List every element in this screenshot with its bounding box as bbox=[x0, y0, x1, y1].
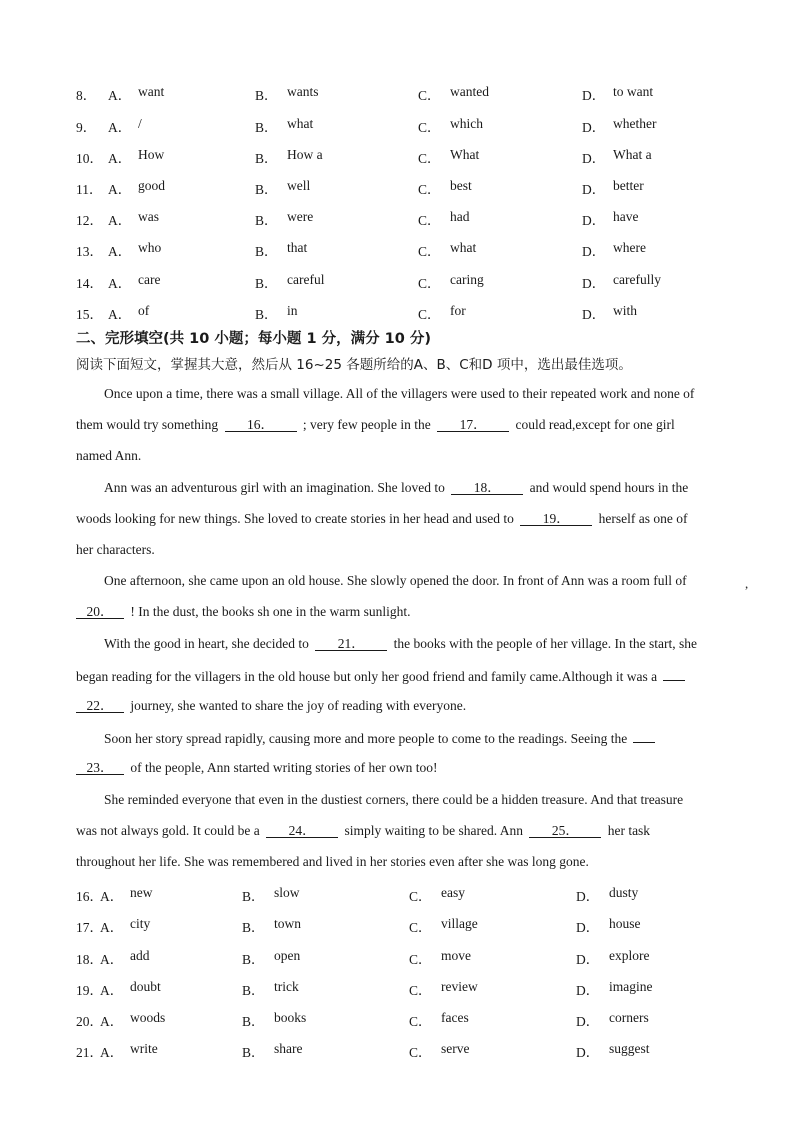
option-d-text: suggest bbox=[609, 1041, 650, 1056]
option-b-text: wants bbox=[287, 84, 319, 99]
question-number: 15． bbox=[76, 307, 103, 322]
option-d-letter: D． bbox=[582, 88, 606, 103]
option-b-text: what bbox=[287, 116, 314, 131]
option-b-letter: B． bbox=[255, 307, 278, 322]
question-13-options bbox=[0, 240, 794, 260]
passage-text: Soon her story spread rapidly, causing more and more people to come to the readings. Seeing the bbox=[104, 731, 628, 746]
option-a-text: was bbox=[138, 209, 159, 224]
question-number: 9． bbox=[76, 120, 97, 135]
option-a-text: woods bbox=[130, 1010, 166, 1025]
option-a-text: want bbox=[138, 84, 165, 99]
question-8-options bbox=[0, 84, 794, 104]
blank-line bbox=[663, 667, 685, 681]
option-d-letter: D． bbox=[582, 213, 606, 228]
section-title: 二、完形填空(共 10 小题；每小题 1 分，满分 10 分) bbox=[76, 331, 431, 347]
option-d-letter: D． bbox=[582, 307, 606, 322]
passage-text: her task bbox=[607, 823, 651, 838]
option-d-text: better bbox=[613, 178, 644, 193]
passage-line bbox=[76, 604, 410, 620]
passage-text: of the people, Ann started writing stories of her own too! bbox=[130, 760, 438, 775]
option-d-text: house bbox=[609, 916, 641, 931]
option-c-text: faces bbox=[441, 1010, 469, 1025]
option-a-letter: A． bbox=[108, 276, 132, 291]
blank-24[interactable]: 24． bbox=[266, 824, 338, 838]
question-21-options bbox=[0, 1041, 794, 1061]
passage-line bbox=[76, 667, 685, 685]
option-c-letter: C． bbox=[409, 1014, 432, 1029]
option-b-letter: B． bbox=[255, 213, 278, 228]
question-number: 13． bbox=[76, 244, 103, 259]
passage-text: ! In the dust, the books sh one in the warm sunlight. bbox=[130, 604, 411, 619]
option-c-letter: C． bbox=[409, 983, 432, 998]
option-b-text: trick bbox=[274, 979, 299, 994]
option-a-letter: A． bbox=[108, 244, 132, 259]
option-a-letter: A． bbox=[108, 120, 132, 135]
passage-text: the books with the people of her village. In the start, she bbox=[393, 636, 697, 651]
option-c-letter: C． bbox=[409, 889, 432, 904]
option-b-letter: B． bbox=[255, 182, 278, 197]
option-c-text: review bbox=[441, 979, 478, 994]
option-c-text: what bbox=[450, 240, 477, 255]
option-a-letter: A． bbox=[108, 182, 132, 197]
option-d-letter: D． bbox=[576, 952, 600, 967]
option-d-letter: D． bbox=[576, 1014, 600, 1029]
blank-16[interactable]: 16． bbox=[225, 418, 297, 432]
option-d-text: with bbox=[613, 303, 638, 318]
option-b-text: careful bbox=[287, 272, 325, 287]
passage-text: woods looking for new things. She loved to create stories in her head and used to bbox=[76, 511, 514, 526]
option-b-text: were bbox=[287, 209, 314, 224]
passage-text: simply waiting to be shared. Ann bbox=[344, 823, 523, 838]
option-c-letter: C． bbox=[409, 920, 432, 935]
section-instructions: 阅读下面短文，掌握其大意，然后从 16~25 各题所给的A、B、C和D 项中，选出最佳选项。 bbox=[76, 357, 632, 373]
passage-text: journey, she wanted to share the joy of reading with everyone. bbox=[130, 698, 467, 713]
option-d-text: carefully bbox=[613, 272, 661, 287]
option-c-text: easy bbox=[441, 885, 465, 900]
option-c-text: serve bbox=[441, 1041, 470, 1056]
option-c-text: village bbox=[441, 916, 478, 931]
option-a-text: good bbox=[138, 178, 165, 193]
passage-text: could read,except for one girl bbox=[515, 417, 675, 432]
blank-line bbox=[633, 729, 655, 743]
option-c-letter: C． bbox=[418, 307, 441, 322]
question-number: 11． bbox=[76, 182, 103, 197]
blank-18[interactable]: 18． bbox=[451, 481, 523, 495]
option-c-text: had bbox=[450, 209, 470, 224]
option-c-letter: C． bbox=[418, 182, 441, 197]
passage-text: began reading for the villagers in the old house but only her good friend and family came.Although it was a bbox=[76, 669, 658, 684]
passage-line bbox=[76, 698, 466, 714]
option-a-letter: A． bbox=[108, 307, 132, 322]
blank-23[interactable]: 23． bbox=[76, 761, 124, 775]
option-b-letter: B． bbox=[242, 1045, 265, 1060]
option-a-letter: A． bbox=[108, 151, 132, 166]
passage-line bbox=[104, 480, 688, 496]
question-number: 14． bbox=[76, 276, 103, 291]
question-number: 19． bbox=[76, 983, 103, 998]
passage-line: named Ann. bbox=[76, 448, 142, 463]
question-number: 12． bbox=[76, 213, 103, 228]
passage-line bbox=[104, 729, 655, 747]
option-a-text: care bbox=[138, 272, 161, 287]
option-b-text: slow bbox=[274, 885, 300, 900]
option-a-letter: A． bbox=[100, 952, 124, 967]
option-d-letter: D． bbox=[576, 1045, 600, 1060]
option-c-letter: C． bbox=[418, 120, 441, 135]
option-d-letter: D． bbox=[582, 182, 606, 197]
option-b-letter: B． bbox=[242, 1014, 265, 1029]
option-a-text: write bbox=[130, 1041, 158, 1056]
option-c-text: for bbox=[450, 303, 466, 318]
question-12-options bbox=[0, 209, 794, 229]
question-number: 8． bbox=[76, 88, 97, 103]
option-d-text: to want bbox=[613, 84, 654, 99]
option-b-letter: B． bbox=[242, 920, 265, 935]
option-c-text: What bbox=[450, 147, 480, 162]
option-a-text: city bbox=[130, 916, 151, 931]
option-a-text: add bbox=[130, 948, 150, 963]
passage-line bbox=[76, 417, 675, 433]
option-b-letter: B． bbox=[255, 151, 278, 166]
option-d-text: whether bbox=[613, 116, 657, 131]
passage-line: Once upon a time, there was a small village. All of the villagers were used to their repeated work and none of bbox=[104, 386, 695, 401]
option-d-text: corners bbox=[609, 1010, 649, 1025]
passage-line: her characters. bbox=[76, 542, 155, 557]
option-b-letter: B． bbox=[255, 276, 278, 291]
option-a-letter: A． bbox=[100, 1045, 124, 1060]
option-d-letter: D． bbox=[582, 120, 606, 135]
passage-line: She reminded everyone that even in the dustiest corners, there could be a hidden treasure. And that treasure bbox=[104, 792, 684, 807]
question-number: 20． bbox=[76, 1014, 103, 1029]
passage-line bbox=[76, 511, 688, 527]
passage-line bbox=[76, 823, 650, 839]
passage-text: and would spend hours in the bbox=[529, 480, 689, 495]
option-d-text: What a bbox=[613, 147, 652, 162]
stray-mark: , bbox=[745, 576, 749, 591]
option-c-letter: C． bbox=[418, 276, 441, 291]
blank-25[interactable]: 25． bbox=[529, 824, 601, 838]
blank-22[interactable]: 22． bbox=[76, 699, 124, 713]
option-d-text: have bbox=[613, 209, 639, 224]
option-c-letter: C． bbox=[409, 1045, 432, 1060]
option-c-text: caring bbox=[450, 272, 484, 287]
option-a-text: / bbox=[138, 116, 142, 131]
question-16-options bbox=[0, 885, 794, 905]
question-11-options bbox=[0, 178, 794, 198]
passage-line: throughout her life. She was remembered and lived in her stories even after she was long gone. bbox=[76, 854, 589, 869]
option-d-letter: D． bbox=[576, 889, 600, 904]
question-number: 17． bbox=[76, 920, 103, 935]
option-b-text: in bbox=[287, 303, 298, 318]
option-b-letter: B． bbox=[242, 952, 265, 967]
blank-20[interactable]: 20． bbox=[76, 605, 124, 619]
option-c-letter: C． bbox=[418, 151, 441, 166]
option-a-text: How bbox=[138, 147, 165, 162]
option-c-letter: C． bbox=[409, 952, 432, 967]
passage-line bbox=[76, 760, 437, 776]
option-b-letter: B． bbox=[255, 88, 278, 103]
option-a-letter: A． bbox=[100, 983, 124, 998]
option-b-text: town bbox=[274, 916, 301, 931]
option-d-text: imagine bbox=[609, 979, 653, 994]
option-a-text: who bbox=[138, 240, 162, 255]
question-number: 16． bbox=[76, 889, 103, 904]
question-number: 10． bbox=[76, 151, 103, 166]
question-number: 21． bbox=[76, 1045, 103, 1060]
question-18-options bbox=[0, 948, 794, 968]
passage-text: them would try something bbox=[76, 417, 219, 432]
blank-21[interactable]: 21． bbox=[315, 637, 387, 651]
option-b-letter: B． bbox=[242, 983, 265, 998]
option-c-text: best bbox=[450, 178, 472, 193]
option-a-letter: A． bbox=[100, 889, 124, 904]
question-17-options bbox=[0, 916, 794, 936]
option-a-letter: A． bbox=[100, 920, 124, 935]
question-9-options bbox=[0, 116, 794, 136]
option-b-text: books bbox=[274, 1010, 307, 1025]
blank-17[interactable]: 17． bbox=[437, 418, 509, 432]
option-a-letter: A． bbox=[100, 1014, 124, 1029]
option-a-letter: A． bbox=[108, 88, 132, 103]
option-a-text: new bbox=[130, 885, 153, 900]
option-d-letter: D． bbox=[582, 151, 606, 166]
blank-19[interactable]: 19． bbox=[520, 512, 592, 526]
passage-text: herself as one of bbox=[598, 511, 688, 526]
option-b-text: How a bbox=[287, 147, 323, 162]
option-b-letter: B． bbox=[255, 120, 278, 135]
option-a-text: of bbox=[138, 303, 150, 318]
option-b-text: share bbox=[274, 1041, 303, 1056]
option-d-letter: D． bbox=[576, 920, 600, 935]
question-15-options bbox=[0, 303, 794, 323]
option-c-text: wanted bbox=[450, 84, 489, 99]
question-number: 18． bbox=[76, 952, 103, 967]
option-b-text: that bbox=[287, 240, 308, 255]
passage-text: Ann was an adventurous girl with an imagination. She loved to bbox=[104, 480, 445, 495]
passage-line: One afternoon, she came upon an old house. She slowly opened the door. In front of Ann was a room full of bbox=[104, 573, 687, 588]
option-d-letter: D． bbox=[582, 276, 606, 291]
question-14-options bbox=[0, 272, 794, 292]
option-b-letter: B． bbox=[242, 889, 265, 904]
option-c-text: move bbox=[441, 948, 471, 963]
question-10-options bbox=[0, 147, 794, 167]
option-d-text: where bbox=[613, 240, 646, 255]
passage-text: ; very few people in the bbox=[302, 417, 431, 432]
option-b-letter: B． bbox=[255, 244, 278, 259]
question-20-options bbox=[0, 1010, 794, 1030]
option-d-letter: D． bbox=[576, 983, 600, 998]
passage-text: With the good in heart, she decided to bbox=[104, 636, 309, 651]
option-b-text: open bbox=[274, 948, 301, 963]
option-a-letter: A． bbox=[108, 213, 132, 228]
option-a-text: doubt bbox=[130, 979, 161, 994]
question-19-options bbox=[0, 979, 794, 999]
option-c-letter: C． bbox=[418, 244, 441, 259]
option-b-text: well bbox=[287, 178, 311, 193]
passage-line bbox=[104, 636, 697, 652]
option-c-letter: C． bbox=[418, 88, 441, 103]
option-d-letter: D． bbox=[582, 244, 606, 259]
option-c-text: which bbox=[450, 116, 483, 131]
passage-text: was not always gold. It could be a bbox=[76, 823, 260, 838]
option-c-letter: C． bbox=[418, 213, 441, 228]
option-d-text: explore bbox=[609, 948, 650, 963]
option-d-text: dusty bbox=[609, 885, 639, 900]
